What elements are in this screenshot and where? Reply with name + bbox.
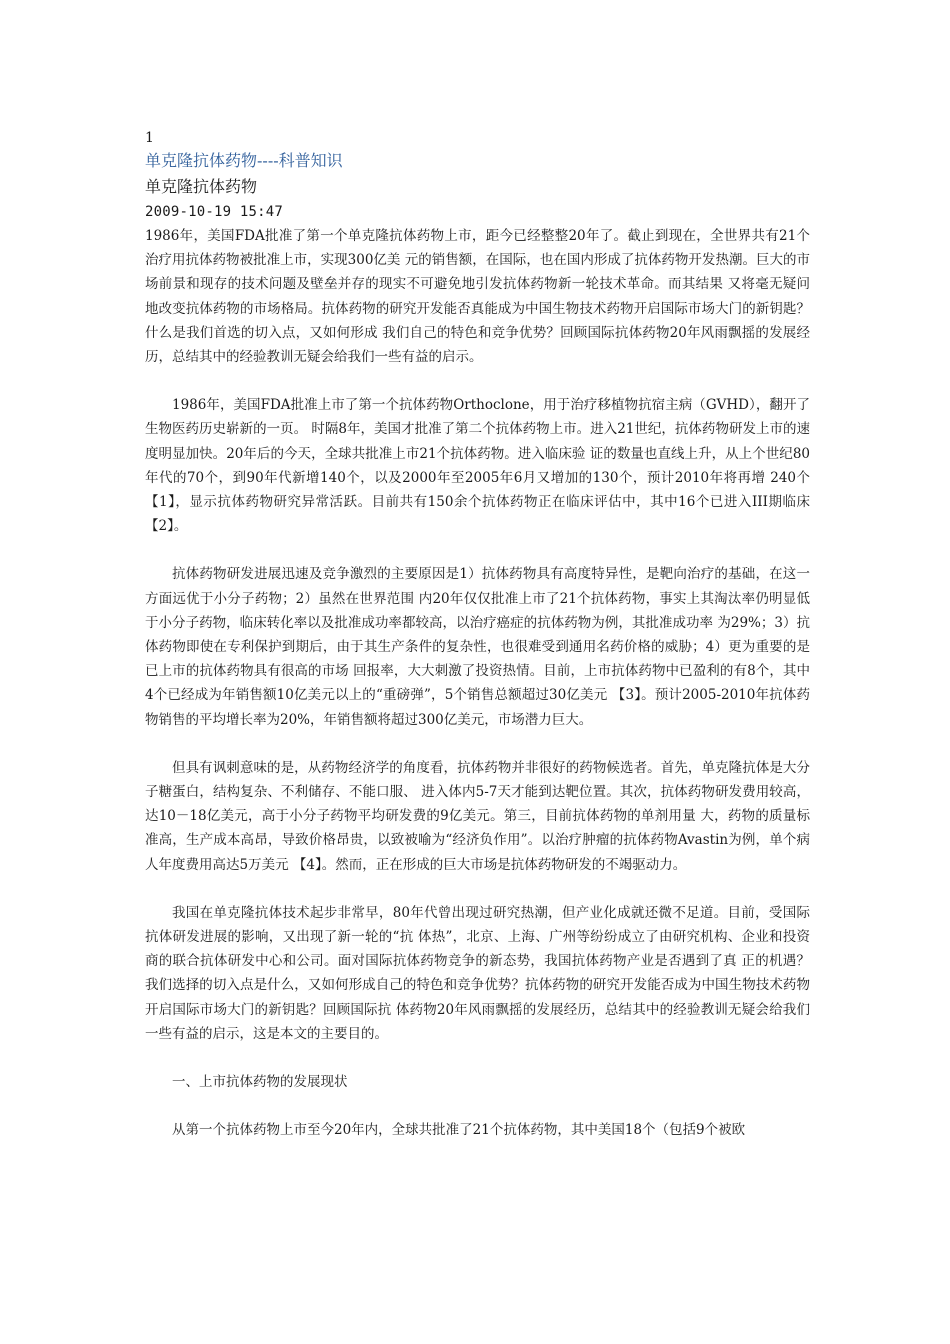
document-page [145,128,810,1143]
intro-paragraph: 1986年，美国FDA批准了第一个单克隆抗体药物上市，距今已经整整20年了。截止到现在，全世界共有21个治疗用抗体药物被批准上市，实现300亿美 元的销售额，在国际，也在国内形成了抗体药物开发热潮。巨大的市场前景和现存的技术问题及壁垒并存的现实不可避免地引发抗体药物新一轮技术革命。而其结果 又将毫无疑问地改变抗体药物的市场格局。抗体药物的研究开发能否真能成为中国生物技术药物开启国际市场大门的新钥匙？什么是我们首选的切入点，又如何形成 我们自己的特色和竞争优势？回顾国际抗体药物20年风雨飘摇的发展经历，总结其中的经验教训无疑会给我们一些有益的启示。 [145,228,810,366]
economics-paragraph: 但具有讽刺意味的是，从药物经济学的角度看，抗体药物并非很好的药物候选者。首先，单克隆抗体是大分子糖蛋白，结构复杂、不利储存、不能口服、 进入体内5-7天才能到达靶位置。其次，抗体药物研发费用较高，达10－18亿美元，高于小分子药物平均研发费的9亿美元。第三，目前抗体药物的单剂用量 大，药物的质量标准高，生产成本高昂，导致价格昂贵，以致被喻为“经济负作用”。以治疗肿瘤的抗体药物Avastin为例，单个病人年度费用高达5万美元 【4】。然而，正在形成的巨大市场是抗体药物研发的不竭驱动力。 [145,759,810,873]
article-title-link[interactable]: 单克隆抗体药物----科普知识 [145,151,343,170]
reasons-paragraph: 抗体药物研发进展迅速及竞争激烈的主要原因是1）抗体药物具有高度特异性，是靶向治疗的基础，在这一方面远优于小分子药物；2）虽然在世界范围 内20年仅仅批准上市了21个抗体药物，事实上其淘汰率仍明显低于小分子药物，临床转化率以及批准成功率都较高，以治疗癌症的抗体药物为例，其批准成功率 为29%；3）抗体药物即使在专利保护到期后，由于其生产条件的复杂性，也很难受到通用名药价格的威胁；4）更为重要的是已上市的抗体药物具有很高的市场 回报率，大大刺激了投资热情。目前，上市抗体药物中已盈利的有8个，其中4个已经成为年销售额10亿美元以上的“重磅弹”，5个销售总额超过30亿美元 【3】。预计2005-2010年抗体药物销售的平均增长率为20%，年销售额将超过300亿美元，市场潜力巨大。 [145,566,810,728]
section-heading: 一、上市抗体药物的发展现状 [172,1074,348,1091]
post-timestamp: 2009-10-19 15:47 [145,204,284,220]
history-paragraph: 1986年，美国FDA批准上市了第一个抗体药物Orthoclone，用于治疗移植物抗宿主病（GVHD），翻开了生物医药历史崭新的一页。 时隔8年，美国才批准了第二个抗体药物上市。进入21世纪，抗体药物研发上市的速度明显加快。20年后的今天，全球共批准上市21个抗体药物。进入临床验 证的数量也直线上升，从上个世纪80年代的70个，到90年代新增140个，以及2000年至2005年6月又增加的130个，预计2010年将再增 240个【1】，显示抗体药物研究异常活跃。目前共有150余个抗体药物正在临床评估中，其中16个已进入III期临床【2】。 [145,397,810,535]
china-paragraph: 我国在单克隆抗体技术起步非常早，80年代曾出现过研究热潮，但产业化成就还微不足道。目前，受国际抗体研发进展的影响，又出现了新一轮的“抗 体热”，北京、上海、广州等纷纷成立了由研究机构、企业和投资商的联合抗体研发中心和公司。面对国际抗体药物竞争的新态势，我国抗体药物产业是否遇到了真 正的机遇？我们选择的切入点是什么，又如何形成自己的特色和竞争优势？抗体药物的研究开发能否成为中国生物技术药物开启国际市场大门的新钥匙？回顾国际抗 体药物20年风雨飘摇的发展经历，总结其中的经验教训无疑会给我们一些有益的启示，这是本文的主要目的。 [145,904,810,1042]
article-subtitle: 单克隆抗体药物 [145,177,258,196]
page-number: 1 [145,130,154,146]
status-paragraph: 从第一个抗体药物上市至今20年内，全球共批准了21个抗体药物，其中美国18个（包括9个被欧 [172,1122,746,1139]
